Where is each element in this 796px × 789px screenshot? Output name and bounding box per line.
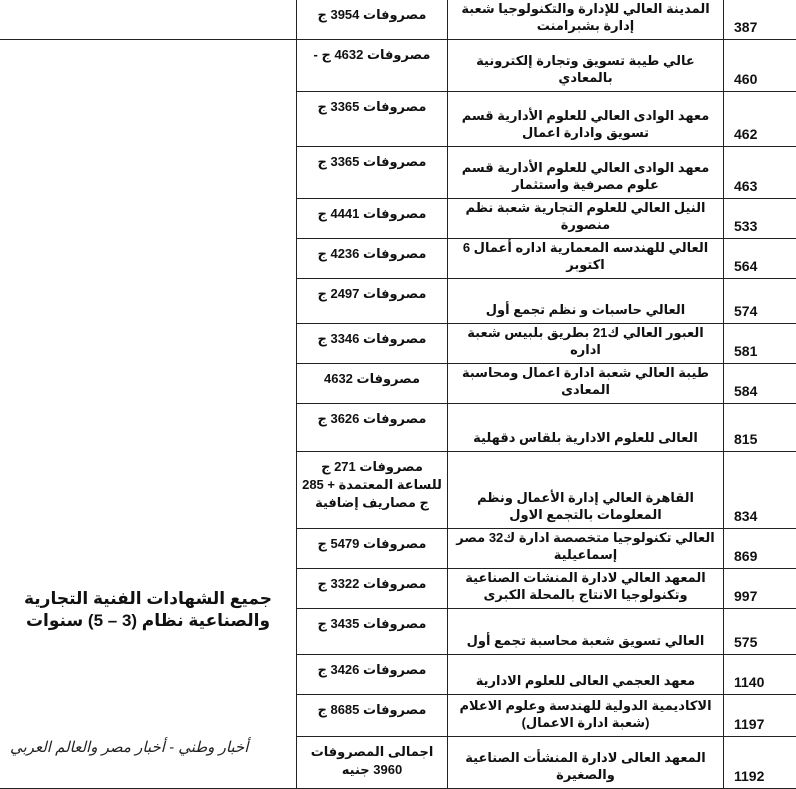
fee-cell: مصروفات 3365 ج	[297, 92, 448, 147]
fee-cell: مصروفات 4236 ج	[297, 239, 448, 279]
fee-cell: مصروفات 3322 ج	[297, 569, 448, 609]
code-cell: 564	[724, 239, 796, 279]
code-cell: 581	[724, 324, 796, 364]
institute-name-cell: العالي تكنولوجيا متخصصة ادارة ك32 مصر إسماعيلية	[448, 529, 724, 569]
institute-name-cell: العالي للهندسه المعمارية اداره أعمال 6 اكتوبر	[448, 239, 724, 279]
institute-name-cell: الاكاديمية الدولية للهندسة وعلوم الاعلام (شعبة ادارة الاعمال)	[448, 695, 724, 737]
fee-cell: مصروفات 3365 ج	[297, 147, 448, 199]
fee-cell: مصروفات 4632 ج -	[297, 40, 448, 92]
institute-name-cell: طيبة العالي شعبة ادارة اعمال ومحاسبة المعادى	[448, 364, 724, 404]
table-row	[0, 0, 796, 40]
section-label: جميع الشهادات الفنية التجارية والصناعية نظام (3 – 5) سنوات	[0, 40, 297, 789]
table-row	[0, 40, 796, 92]
institute-name-cell: العالى للعلوم الادارية بلقاس دقهلية	[448, 404, 724, 452]
fee-cell: مصروفات 2497 ج	[297, 279, 448, 324]
fee-cell: مصروفات 8685 ج	[297, 695, 448, 737]
fee-cell: مصروفات 4441 ج	[297, 199, 448, 239]
fee-cell: مصروفات 3426 ج	[297, 655, 448, 695]
code-cell: 584	[724, 364, 796, 404]
fee-cell: اجمالى المصروفات 3960 جنيه	[297, 737, 448, 789]
empty-cell	[0, 0, 297, 40]
code-cell: 387	[724, 0, 796, 40]
institute-name-cell: معهد العجمي العالى للعلوم الادارية	[448, 655, 724, 695]
code-cell: 815	[724, 404, 796, 452]
code-cell: 533	[724, 199, 796, 239]
code-cell: 1197	[724, 695, 796, 737]
fee-cell: مصروفات 3435 ج	[297, 609, 448, 655]
fee-cell: مصروفات 3346 ج	[297, 324, 448, 364]
code-cell: 575	[724, 609, 796, 655]
institute-name-cell: العالي تسويق شعبة محاسبة تجمع أول	[448, 609, 724, 655]
fee-cell: مصروفات 3626 ج	[297, 404, 448, 452]
fee-cell: مصروفات 271 ج للساعة المعتمدة + 285 ج مصاريف إضافية	[297, 452, 448, 529]
institute-name-cell: المعهد العالي لادارة المنشات الصناعية وتكنولوجيا الانتاج بالمحلة الكبرى	[448, 569, 724, 609]
institute-name-cell: المدينة العالي للإدارة والتكنولوجيا شعبة إدارة بشبرامنت	[448, 0, 724, 40]
fee-cell: مصروفات 4632	[297, 364, 448, 404]
fee-cell: مصروفات 5479 ج	[297, 529, 448, 569]
code-cell: 1140	[724, 655, 796, 695]
institute-name-cell: العالي حاسبات و نظم تجمع أول	[448, 279, 724, 324]
institute-name-cell: معهد الوادى العالي للعلوم الأدارية قسم تسويق وادارة اعمال	[448, 92, 724, 147]
institute-name-cell: المعهد العالى لادارة المنشأت الصناعية والصغيرة	[448, 737, 724, 789]
code-cell: 1192	[724, 737, 796, 789]
code-cell: 462	[724, 92, 796, 147]
code-cell: 574	[724, 279, 796, 324]
institute-name-cell: القاهرة العالي إدارة الأعمال ونظم المعلومات بالتجمع الاول	[448, 452, 724, 529]
fee-cell: مصروفات 3954 ج	[297, 0, 448, 40]
institute-name-cell: العبور العالي ك21 بطريق بلبيس شعبة اداره	[448, 324, 724, 364]
code-cell: 463	[724, 147, 796, 199]
institute-name-cell: النيل العالي للعلوم التجارية شعبة نظم منصورة	[448, 199, 724, 239]
code-cell: 460	[724, 40, 796, 92]
institute-name-cell: عالي طيبة تسويق وتجارة إلكترونية بالمعادي	[448, 40, 724, 92]
code-cell: 834	[724, 452, 796, 529]
institute-name-cell: معهد الوادى العالي للعلوم الأدارية قسم علوم مصرفية واستثمار	[448, 147, 724, 199]
watermark: أخبار وطني - أخبار مصر والعالم العربي	[10, 738, 248, 756]
code-cell: 869	[724, 529, 796, 569]
code-cell: 997	[724, 569, 796, 609]
